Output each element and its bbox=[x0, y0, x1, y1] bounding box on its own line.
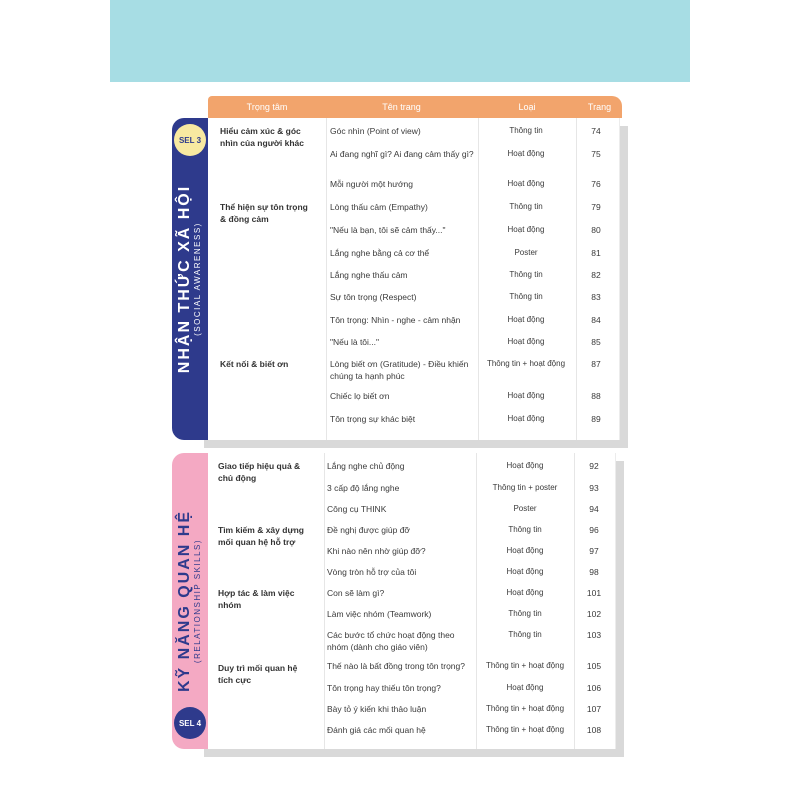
row-name: "Nếu là bạn, tôi sẽ cảm thấy..." bbox=[330, 225, 446, 235]
focus-label: Tìm kiếm & xây dựng mối quan hệ hỗ trợ bbox=[218, 525, 304, 547]
row-page: 96 bbox=[589, 525, 599, 535]
header-type: Loại bbox=[518, 102, 536, 112]
row-type: Hoạt động bbox=[507, 315, 545, 324]
row-name: Khi nào nên nhờ giúp đỡ? bbox=[327, 546, 426, 556]
row-name: Thế nào là bất đồng trong tôn trọng? bbox=[327, 661, 465, 671]
row-page: 106 bbox=[586, 683, 602, 693]
row-type: Thông tin + hoạt động bbox=[485, 704, 565, 713]
row-page: 82 bbox=[591, 270, 601, 280]
row-page: 87 bbox=[591, 359, 601, 369]
row-page: 79 bbox=[591, 202, 601, 212]
row-name: Góc nhìn (Point of view) bbox=[330, 126, 421, 136]
row-name: Lắng nghe thấu cảm bbox=[330, 270, 408, 280]
section-vertical-title bbox=[177, 185, 203, 373]
section-title: KỸ NĂNG QUAN HỆ bbox=[176, 509, 193, 693]
column-divider bbox=[326, 118, 327, 440]
section-badge: SEL 3 bbox=[174, 124, 206, 156]
section-band bbox=[172, 118, 208, 440]
row-type: Thông tin + hoạt động bbox=[485, 725, 565, 734]
row-name: Vòng tròn hỗ trợ của tôi bbox=[327, 567, 417, 577]
focus-label: Duy trì mối quan hệ tích cực bbox=[218, 663, 298, 685]
row-type: Thông tin + poster bbox=[492, 483, 558, 492]
section-subtitle: (RELATIONSHIP SKILLS) bbox=[193, 538, 202, 664]
row-page: 108 bbox=[586, 725, 602, 735]
row-type: Thông tin bbox=[508, 609, 542, 618]
row-page: 98 bbox=[589, 567, 599, 577]
row-page: 88 bbox=[591, 391, 601, 401]
row-page: 105 bbox=[586, 661, 602, 671]
header-focus: Trọng tâm bbox=[246, 102, 288, 112]
row-type: Hoạt động bbox=[507, 179, 545, 188]
row-type: Thông tin bbox=[509, 202, 543, 211]
focus-label: Kết nối & biết ơn bbox=[220, 359, 289, 369]
row-type: Hoạt động bbox=[506, 546, 544, 555]
table-header bbox=[208, 96, 622, 118]
row-name: Con sẽ làm gì? bbox=[327, 588, 385, 598]
row-page: 84 bbox=[591, 315, 601, 325]
row-name: Mỗi người một hướng bbox=[330, 179, 414, 189]
row-type: Hoạt động bbox=[506, 683, 544, 692]
section-shadow bbox=[620, 126, 628, 448]
row-page: 92 bbox=[589, 461, 599, 471]
row-name: Sự tôn trọng (Respect) bbox=[330, 292, 417, 302]
row-page: 89 bbox=[591, 414, 601, 424]
section-badge: SEL 4 bbox=[174, 707, 206, 739]
row-type: Thông tin bbox=[509, 292, 543, 301]
section-title: NHẬN THỨC XÃ HỘI bbox=[176, 184, 193, 374]
row-type: Hoạt động bbox=[507, 225, 545, 234]
row-type: Thông tin bbox=[508, 630, 542, 639]
row-page: 83 bbox=[591, 292, 601, 302]
row-page: 74 bbox=[591, 126, 601, 136]
row-page: 97 bbox=[589, 546, 599, 556]
row-type: Hoạt động bbox=[506, 567, 544, 576]
section-subtitle: (SOCIAL AWARENESS) bbox=[193, 222, 202, 336]
row-type: Thông tin bbox=[509, 270, 543, 279]
row-page: 76 bbox=[591, 179, 601, 189]
row-page: 80 bbox=[591, 225, 601, 235]
focus-label: Hợp tác & làm việc nhóm bbox=[218, 588, 295, 610]
row-name: Công cụ THINK bbox=[327, 504, 387, 514]
row-type: Poster bbox=[514, 248, 538, 257]
focus-label: Giao tiếp hiệu quả & chủ động bbox=[218, 461, 301, 483]
row-name: Chiếc lọ biết ơn bbox=[330, 391, 390, 401]
row-name: Tôn trọng: Nhìn - nghe - cảm nhận bbox=[330, 315, 461, 325]
section-band bbox=[172, 453, 208, 749]
row-type: Hoạt động bbox=[507, 337, 545, 346]
row-name: Lòng thấu cảm (Empathy) bbox=[330, 202, 428, 212]
row-type: Hoạt động bbox=[506, 461, 544, 470]
row-name: 3 cấp độ lắng nghe bbox=[327, 483, 400, 493]
header-name: Tên trang bbox=[382, 102, 421, 112]
focus-label: Hiểu cảm xúc & góc nhìn của người khác bbox=[220, 126, 304, 148]
row-name: "Nếu là tôi..." bbox=[330, 337, 380, 347]
row-name: Tôn trọng sự khác biệt bbox=[330, 414, 416, 424]
row-page: 102 bbox=[586, 609, 602, 619]
column-divider bbox=[324, 453, 325, 749]
section-shadow-bottom bbox=[204, 440, 628, 448]
row-page: 81 bbox=[591, 248, 601, 258]
row-type: Hoạt động bbox=[506, 588, 544, 597]
row-name: Các bước tổ chức hoạt động theo nhóm (dành cho giáo viên) bbox=[327, 630, 455, 652]
row-page: 107 bbox=[586, 704, 602, 714]
row-name: Bày tỏ ý kiến khi thảo luận bbox=[327, 704, 427, 714]
row-name: Ai đang nghĩ gì? Ai đang cảm thấy gì? bbox=[330, 149, 474, 159]
row-name: Đánh giá các mối quan hệ bbox=[327, 725, 426, 735]
header-page: Trang bbox=[587, 102, 612, 112]
focus-label: Thể hiện sự tôn trọng & đồng cảm bbox=[220, 202, 308, 224]
section-shadow-bottom bbox=[204, 749, 624, 757]
row-page: 101 bbox=[586, 588, 602, 598]
row-page: 94 bbox=[589, 504, 599, 514]
row-type: Thông tin bbox=[508, 525, 542, 534]
row-type: Thông tin + hoạt động bbox=[485, 661, 565, 670]
row-name: Lắng nghe chủ động bbox=[327, 461, 405, 471]
row-name: Tôn trọng hay thiếu tôn trọng? bbox=[327, 683, 441, 693]
row-page: 93 bbox=[589, 483, 599, 493]
row-name: Đề nghị được giúp đỡ bbox=[327, 525, 410, 535]
top-banner bbox=[110, 0, 690, 82]
row-type: Hoạt động bbox=[507, 414, 545, 423]
row-type: Thông tin + hoạt động bbox=[486, 359, 566, 368]
row-name: Làm việc nhóm (Teamwork) bbox=[327, 609, 432, 619]
section-shadow bbox=[616, 461, 624, 757]
row-type: Hoạt động bbox=[507, 391, 545, 400]
row-type: Hoạt động bbox=[507, 149, 545, 158]
row-page: 85 bbox=[591, 337, 601, 347]
row-name: Lòng biết ơn (Gratitude) - Điều khiến chúng ta hạnh phúc bbox=[330, 359, 469, 381]
section-vertical-title bbox=[177, 510, 203, 692]
row-page: 103 bbox=[586, 630, 602, 640]
row-type: Poster bbox=[513, 504, 537, 513]
row-page: 75 bbox=[591, 149, 601, 159]
row-type: Thông tin bbox=[509, 126, 543, 135]
row-name: Lắng nghe bằng cả cơ thể bbox=[330, 248, 430, 258]
